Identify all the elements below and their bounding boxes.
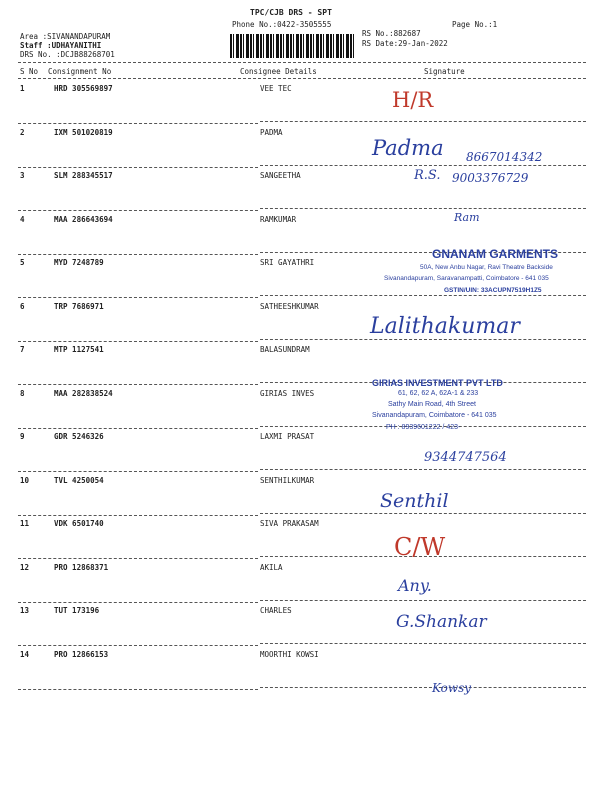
row-consignment-number: MAA 286643694 [54,215,113,224]
col-signature: Signature [424,67,465,76]
drs-number: DRS No. :DCJB88268701 [20,50,115,59]
row-signature-line [260,643,586,644]
row-consignee-name: PADMA [260,128,283,137]
signature-2: Padma [372,136,444,160]
stamp-girias-line3: Sivanandapuram, Coimbatore - 641 035 [372,412,497,419]
row-serial-number: 6 [20,302,25,311]
stamp-gnanam-line2: Sivanandapuram, Saravanampatti, Coimbatore - 641 035 [384,275,549,282]
doc-title: TPC/CJB DRS - SPT [250,8,332,17]
row-serial-number: 4 [20,215,25,224]
signature-4: Ram [454,211,480,224]
phone-number: Phone No.:0422-3505555 [232,20,332,29]
signature-11: C/W [394,533,446,561]
col-sno: S No [20,67,39,76]
row-signature-line [260,339,586,340]
row-divider [18,167,258,168]
stamp-gnanam-line1: 50A, New Anbu Nagar, Ravi Theatre Backside [420,264,553,271]
signature-3: R.S. [414,168,441,183]
row-signature-line [260,600,586,601]
row-serial-number: 12 [20,563,30,572]
row-divider [18,384,258,385]
row-consignee-name: GIRIAS INVES [260,389,315,398]
row-serial-number: 14 [20,650,30,659]
area-label: Area :SIVANANDAPURAM [20,32,111,41]
stamp-girias-line2: Sathy Main Road, 4th Street [388,401,476,408]
row-consignee-name: MOORTHI KOWSI [260,650,319,659]
row-serial-number: 5 [20,258,25,267]
row-consignment-number: TUT 173196 [54,606,100,615]
row-consignee-name: SATHEESHKUMAR [260,302,319,311]
row-consignment-number: TVL 4250054 [54,476,104,485]
row-consignee-name: CHARLES [260,606,292,615]
stamp-girias-line1: 61, 62, 62 A, 62A-1 & 233 [398,390,479,397]
row-consignee-name: SENTHILKUMAR [260,476,315,485]
row-consignee-name: SIVA PRAKASAM [260,519,319,528]
row-consignee-name: BALASUNDRAM [260,345,310,354]
row-divider [18,515,258,516]
page-number: Page No.:1 [452,20,498,29]
row-consignee-name: LAXMI PRASAT [260,432,315,441]
row-divider [18,602,258,603]
row-consignment-number: MTP 1127541 [54,345,104,354]
stamp-gnanam-name: GNANAM GARMENTS [432,247,558,261]
row-serial-number: 10 [20,476,30,485]
signature-1: H/R [392,88,434,112]
signature-12: Any. [398,576,432,595]
row-consignee-name: RAMKUMAR [260,215,297,224]
row-divider [18,645,258,646]
row-consignee-name: VEE TEC [260,84,292,93]
row-divider [18,689,258,690]
row-consignee-name: AKILA [260,563,283,572]
row-signature-line [260,295,586,296]
row-consignee-name: SANGEETHA [260,171,301,180]
rs-date: RS Date:29-Jan-2022 [362,39,448,48]
row-consignee-name: SRI GAYATHRI [260,258,315,267]
row-serial-number: 9 [20,432,25,441]
row-serial-number: 11 [20,519,30,528]
signature-2-phone: 8667014342 [466,150,543,164]
signature-14: Kowsy [432,681,472,695]
row-divider [18,297,258,298]
row-divider [18,210,258,211]
row-serial-number: 3 [20,171,25,180]
row-serial-number: 2 [20,128,25,137]
row-serial-number: 1 [20,84,25,93]
rs-number: RS No.:882687 [362,29,421,38]
row-divider [18,254,258,255]
signature-10: Senthil [380,490,449,512]
row-signature-line [260,208,586,209]
stamp-girias-phone: PH : 8939601222 / 423- [386,424,461,431]
row-signature-line [260,687,586,688]
signature-6: Lalithakumar [370,314,520,339]
row-consignment-number: PRO 12866153 [54,650,109,659]
signature-3-phone: 9003376729 [452,171,529,185]
row-divider [18,428,258,429]
row-divider [18,341,258,342]
row-consignment-number: HRD 305569897 [54,84,113,93]
stamp-girias-name: GIRIAS INVESTMENT PVT LTD [372,378,503,388]
row-consignment-number: GDR 5246326 [54,432,104,441]
barcode [230,34,356,58]
stamp-gnanam-gstin: GSTIN/UIN: 33ACUPN7519H1Z5 [444,287,542,294]
row-serial-number: 13 [20,606,30,615]
row-consignment-number: TRP 7686971 [54,302,104,311]
signature-9-phone: 9344747564 [424,450,507,465]
row-signature-line [260,121,586,122]
staff-label: Staff :UDHAYANITHI [20,41,102,50]
row-signature-line [260,469,586,470]
signature-13: G.Shankar [396,612,487,632]
col-consignee: Consignee Details [240,67,317,76]
row-divider [18,471,258,472]
row-consignment-number: IXM 501020819 [54,128,113,137]
row-serial-number: 7 [20,345,25,354]
row-signature-line [260,513,586,514]
header-divider [18,62,586,63]
row-consignment-number: PRO 12868371 [54,563,109,572]
column-divider [18,78,586,79]
row-divider [18,558,258,559]
row-consignment-number: MYD 7248789 [54,258,104,267]
row-serial-number: 8 [20,389,25,398]
col-consignment: Consignment No [48,67,112,76]
row-signature-line [260,165,586,166]
row-consignment-number: MAA 282838524 [54,389,113,398]
row-consignment-number: VDK 6501740 [54,519,104,528]
row-consignment-number: SLM 288345517 [54,171,113,180]
row-divider [18,123,258,124]
